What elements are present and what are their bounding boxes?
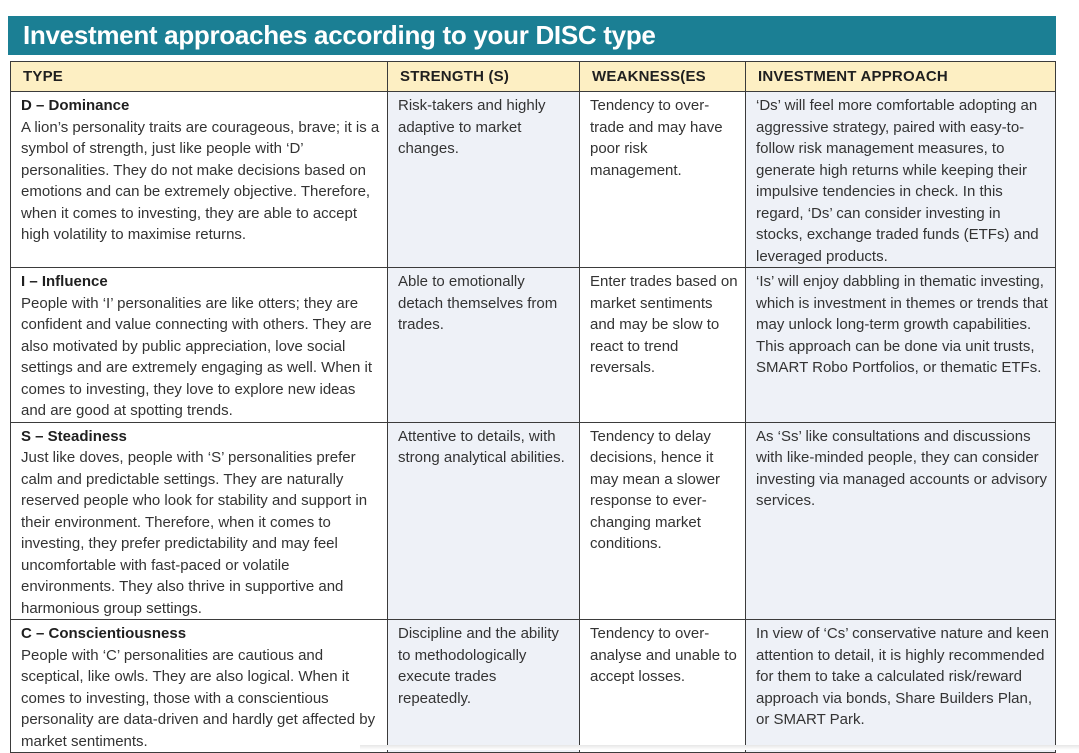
weakness-cell: [580, 92, 746, 268]
type-name: S – Steadiness: [21, 427, 127, 445]
approach-text: ‘Is’ will enjoy dabbling in thematic investing, which is investment in themes or trends that may unlock long-term growth capabilities. This approach can be done via unit trusts, SMART Robo Portfolios, or thematic ETFs.: [756, 273, 1048, 376]
weakness-text: Tendency to delay decisions, hence it may mean a slower response to ever-changing market conditions.: [590, 427, 721, 552]
approach-text: ‘Ds’ will feel more comfortable adopting an aggressive strategy, paired with easy-to-follow risk management measures, to generate high returns while keeping their impulsive tendencies in check. In this regard, ‘Ds’ can consider investing in stocks, exchange traded funds (ETFs) and leveraged products.: [756, 97, 1039, 265]
approach-cell: [746, 92, 1056, 268]
type-description: Just like doves, people with ‘S’ personalities prefer calm and predictable settings. They are naturally reserved people who look for stability and support in their environment. Therefore, when it comes to investing, they prefer predictability and may feel uncomfortable with fast-paced or volatile environments. They also thrive in supportive and harmonious group settings.: [21, 449, 368, 617]
header-strength: STRENGTH (S): [388, 62, 580, 92]
strength-text: Able to emotionally detach themselves from trades.: [398, 273, 558, 333]
header-type: TYPE: [11, 62, 388, 92]
page-title: Investment approaches according to your DISC type: [23, 20, 656, 50]
weakness-cell: [580, 268, 746, 423]
approach-cell: [746, 620, 1056, 753]
type-description: A lion’s personality traits are courageous, brave; it is a symbol of strength, just like people with ‘D’ personalities. They do not make decisions based on emotions and can be extremely objective. Therefore, when it comes to investing, they are able to accept high volatility to maximise returns.: [21, 118, 380, 243]
type-cell: [11, 422, 388, 620]
title-banner: [8, 16, 1056, 55]
weakness-text: Tendency to over-analyse and unable to accept losses.: [590, 625, 737, 685]
table-row-dominance: [11, 92, 1056, 268]
strength-cell: [388, 422, 580, 620]
type-description: People with ‘C’ personalities are cautious and sceptical, like owls. They are also logical. When it comes to investing, those with a conscientious personality are data-driven and hardly get affected by market sentiments.: [21, 646, 376, 750]
weakness-text: Tendency to over-trade and may have poor risk management.: [590, 97, 723, 179]
table-row-influence: [11, 268, 1056, 423]
approach-cell: [746, 268, 1056, 423]
type-cell: [11, 92, 388, 268]
page-edge-shadow: [360, 745, 1079, 750]
type-cell: [11, 268, 388, 423]
disc-investment-table: [10, 61, 1056, 753]
approach-text: In view of ‘Cs’ conservative nature and keen attention to detail, it is highly recommended for them to take a calculated risk/reward approach via bonds, Share Builders Plan, or SMART Park.: [756, 625, 1049, 728]
table-row-steadiness: [11, 422, 1056, 620]
type-name: C – Conscientiousness: [21, 625, 187, 642]
type-name: I – Influence: [21, 273, 108, 290]
table-header-row: [11, 62, 1056, 92]
weakness-cell: [580, 620, 746, 753]
strength-cell: [388, 268, 580, 423]
type-description: People with ‘I’ personalities are like otters; they are confident and value connecting with others. They are also motivated by public appreciation, love social settings and are extremely engaging as well. When it comes to investing, they love to explore new ideas and are good at spotting trends.: [21, 294, 373, 419]
approach-text: As ‘Ss’ like consultations and discussions with like-minded people, they can consider investing via managed accounts or advisory services.: [756, 427, 1047, 509]
strength-cell: [388, 92, 580, 268]
type-name: D – Dominance: [21, 97, 130, 114]
header-investment-approach: INVESTMENT APPROACH: [746, 62, 1056, 92]
strength-cell: [388, 620, 580, 753]
strength-text: Attentive to details, with strong analytical abilities.: [398, 427, 565, 466]
type-cell: [11, 620, 388, 753]
table-row-conscientiousness: [11, 620, 1056, 753]
weakness-cell: [580, 422, 746, 620]
approach-cell: [746, 422, 1056, 620]
header-weakness: WEAKNESS(ES: [580, 62, 746, 92]
strength-text: Discipline and the ability to methodologically execute trades repeatedly.: [398, 625, 559, 707]
weakness-text: Enter trades based on market sentiments and may be slow to react to trend reversals.: [590, 273, 738, 376]
strength-text: Risk-takers and highly adaptive to market changes.: [398, 97, 546, 157]
